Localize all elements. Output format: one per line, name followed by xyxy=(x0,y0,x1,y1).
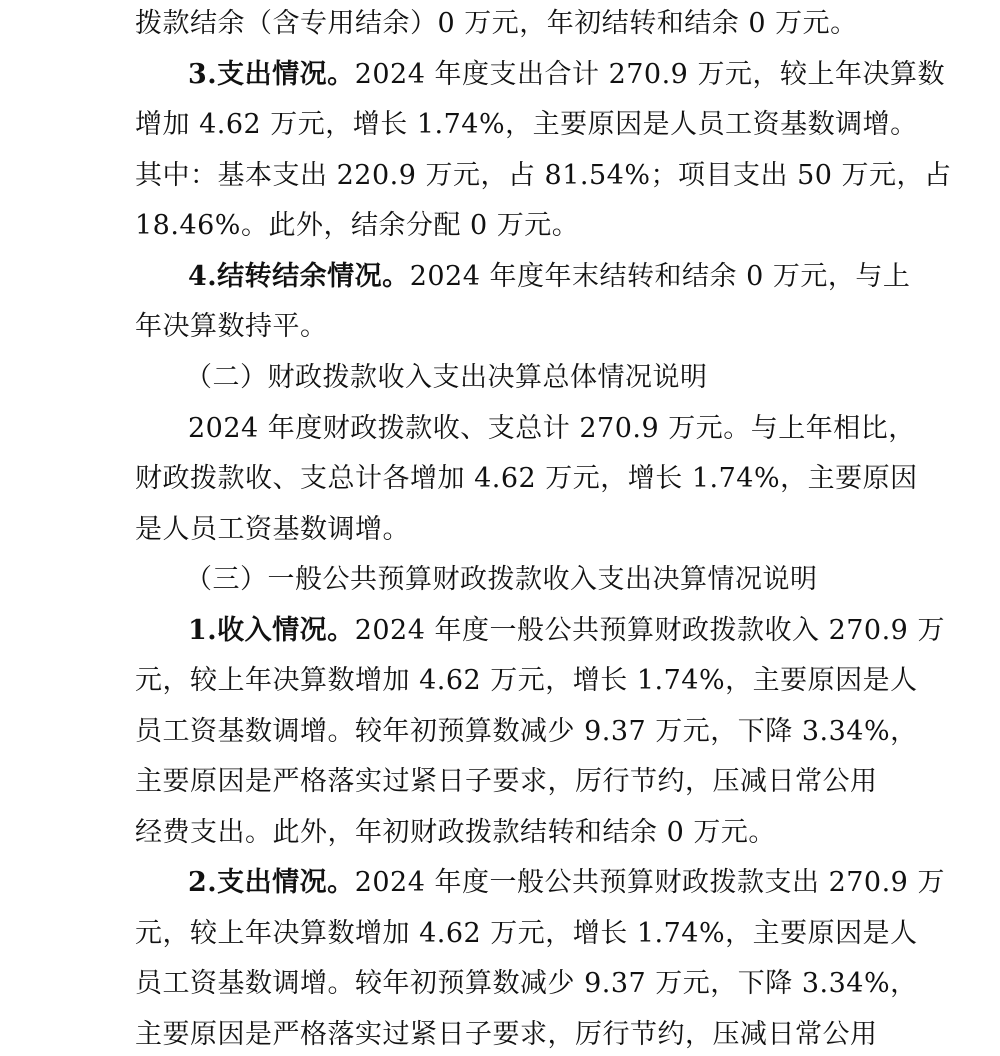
line-text: 18.46%。此外，结余分配 0 万元。 xyxy=(135,210,580,241)
section-paragraph-start xyxy=(188,257,911,297)
line-text: 财政拨款收、支总计各增加 4.62 万元，增长 1.74%，主要原因 xyxy=(135,463,918,494)
text-line xyxy=(135,4,875,44)
line-text: 年决算数持平。 xyxy=(135,311,328,342)
text-line xyxy=(135,1015,878,1055)
line-text: 2024 年度一般公共预算财政拨款支出 270.9 万 xyxy=(354,867,945,898)
text-line xyxy=(135,156,952,196)
text-line xyxy=(135,459,918,499)
section-paragraph-start xyxy=(188,863,945,903)
section-heading-inline: 2.支出情况。 xyxy=(188,867,355,898)
section-heading-inline: 3.支出情况。 xyxy=(188,59,355,90)
section-heading xyxy=(185,358,885,398)
line-text: 拨款结余（含专用结余）0 万元，年初结转和结余 0 万元。 xyxy=(135,8,858,39)
line-text: 2024 年度财政拨款收、支总计 270.9 万元。与上年相比， xyxy=(188,413,916,444)
line-text: 元，较上年决算数增加 4.62 万元，增长 1.74%，主要原因是人 xyxy=(135,918,918,949)
text-line xyxy=(135,661,918,701)
line-text: 2024 年度支出合计 270.9 万元，较上年决算数 xyxy=(354,59,945,90)
line-text: 其中：基本支出 220.9 万元，占 81.54%；项目支出 50 万元，占 xyxy=(135,160,952,191)
text-line xyxy=(135,712,918,752)
heading-text: （二）财政拨款收入支出决算总体情况说明 xyxy=(185,362,708,393)
text-line xyxy=(135,307,875,347)
text-line xyxy=(135,206,875,246)
line-text: 员工资基数调增。较年初预算数减少 9.37 万元，下降 3.34%， xyxy=(135,716,918,747)
line-text: 是人员工资基数调增。 xyxy=(135,514,410,545)
text-line xyxy=(135,105,918,145)
section-paragraph-start xyxy=(188,55,945,95)
section-heading-inline: 4.结转结余情况。 xyxy=(188,261,410,292)
text-line xyxy=(135,762,878,802)
line-text: 2024 年度年末结转和结余 0 万元，与上 xyxy=(409,261,911,292)
text-line xyxy=(135,813,875,853)
line-text: 增加 4.62 万元，增长 1.74%，主要原因是人员工资基数调增。 xyxy=(135,109,918,140)
line-text: 主要原因是严格落实过紧日子要求，厉行节约，压减日常公用 xyxy=(135,766,878,797)
heading-text: （三）一般公共预算财政拨款收入支出决算情况说明 xyxy=(185,564,818,595)
section-heading xyxy=(185,560,885,600)
paragraph-start xyxy=(188,409,916,449)
text-line xyxy=(135,510,875,550)
line-text: 员工资基数调增。较年初预算数减少 9.37 万元，下降 3.34%， xyxy=(135,968,918,999)
line-text: 经费支出。此外，年初财政拨款结转和结余 0 万元。 xyxy=(135,817,776,848)
line-text: 元，较上年决算数增加 4.62 万元，增长 1.74%，主要原因是人 xyxy=(135,665,918,696)
text-line xyxy=(135,964,918,1004)
section-paragraph-start xyxy=(188,611,945,651)
line-text: 主要原因是严格落实过紧日子要求，厉行节约，压减日常公用 xyxy=(135,1019,878,1050)
line-text: 2024 年度一般公共预算财政拨款收入 270.9 万 xyxy=(354,615,945,646)
text-line xyxy=(135,914,918,954)
section-heading-inline: 1.收入情况。 xyxy=(188,615,355,646)
